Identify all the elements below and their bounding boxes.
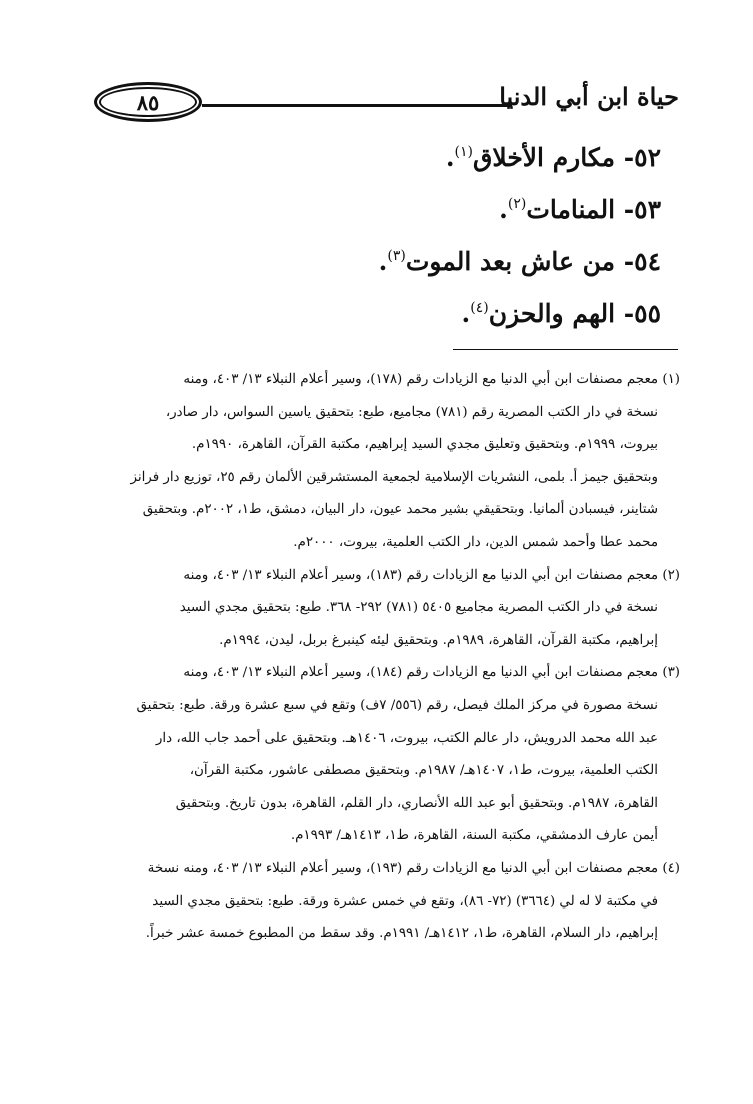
book-item-55 [261, 282, 661, 334]
footnote-2 [70, 560, 680, 658]
footnote-line: (١) معجم مصنفات ابن أبي الدنيا مع الزيادات رقم (١٧٨)، وسير أعلام النبلاء ١٣/ ٤٠٣، ومنه [183, 372, 680, 387]
footnote-line: نسخة في دار الكتب المصرية مجاميع ٥٤٠٥ (٧٨١) ٢٩٢- ٣٦٨. طبع: بتحقيق مجدي السيد [179, 600, 658, 616]
footnote-ref[interactable]: (٤) [470, 300, 489, 316]
footnote-line: نسخة في دار الكتب المصرية رقم (٧٨١) مجاميع، طبع: بتحقيق ياسين السواس، دار صادر، [165, 404, 658, 420]
footnote-line: (٢) معجم مصنفات ابن أبي الدنيا مع الزيادات رقم (١٨٣)، وسير أعلام النبلاء ١٣/ ٤٠٣، ومنه [183, 567, 680, 583]
book-item-52 [261, 126, 661, 178]
page-number-text: ٨٥ [136, 89, 160, 115]
footnote-line: (٤) معجم مصنفات ابن أبي الدنيا مع الزيادات رقم (١٩٣)، وسير أعلام النبلاء ١٣/ ٤٠٣، ومنه نسخة [147, 860, 680, 876]
footnote-line: أيمن عارف الدمشقي، مكتبة السنة، القاهرة، ط١، ١٤١٣هـ/ ١٩٩٣م. [290, 828, 658, 844]
footnote-line: (٣) معجم مصنفات ابن أبي الدنيا مع الزيادات رقم (١٨٤)، وسير أعلام النبلاء ١٣/ ٤٠٣، ومنه [183, 665, 680, 681]
footnote-separator [453, 349, 678, 350]
book-item-53 [261, 178, 661, 230]
book-end: . [445, 143, 455, 172]
footnote-line: الكتب العلمية، بيروت، ط١، ١٤٠٧هـ/ ١٩٨٧م. وبتحقيق مصطفى عاشور، مكتبة القرآن، [189, 763, 658, 779]
book-title: ٥٥- الهم والحزن [488, 299, 661, 328]
book-end: . [499, 195, 508, 224]
footnote-1 [70, 364, 680, 560]
book-end: . [461, 299, 471, 328]
footnote-line: نسخة مصورة في مركز الملك فيصل، رقم (٥٥٦/ ٧ف) وتقع في سبع عشرة ورقة. طبع: بتحقيق [136, 697, 658, 713]
footnote-line: شتاينر، فيسبادن ألمانيا. وبتحقيقي بشير محمد عيون، دار البيان، دمشق، ط١، ٢٠٠٢م. وبتحقيق [142, 502, 658, 518]
footnote-3 [70, 657, 680, 853]
footnote-line: القاهرة، ١٩٨٧م. وبتحقيق أبو عبد الله الأنصاري، دار القلم، القاهرة، بدون تاريخ. وبتحقيق [175, 795, 658, 811]
header-rule [202, 104, 512, 107]
footnote-ref[interactable]: (١) [454, 144, 474, 160]
footnote-ref[interactable]: (٢) [507, 196, 527, 212]
book-title: ٥٢- مكارم الأخلاق [473, 143, 661, 172]
book-item-54 [261, 230, 661, 282]
footnote-line: في مكتبة لا له لي (٣٦٦٤) (٧٢- ٨٦)، وتقع في خمس عشرة ورقة. طبع: بتحقيق مجدي السيد [152, 893, 658, 909]
footnote-line: إبراهيم، دار السلام، القاهرة، ط١، ١٤١٢هـ/ ١٩٩١م. وقد سقط من المطبوع خمسة عشر خبراً. [145, 926, 658, 942]
footnote-line: محمد عطا وأحمد شمس الدين، دار الكتب العلمية، بيروت، ٢٠٠٠م. [293, 534, 658, 550]
footnote-4 [70, 853, 680, 951]
footnote-line: وبتحقيق جيمز أ. بلمى، النشريات الإسلامية لجمعية المستشرقين الألمان رقم ٢٥، توزيع دار فرانز [130, 469, 658, 485]
book-title: ٥٣- المنامات [526, 195, 661, 224]
book-end: . [378, 247, 388, 276]
page-number [94, 82, 202, 122]
book-title: ٥٤- من عاش بعد الموت [405, 247, 661, 276]
footnote-ref[interactable]: (٣) [387, 248, 406, 264]
footnote-line: عبد الله محمد الدرويش، دار عالم الكتب، بيروت، ١٤٠٦هـ. وبتحقيق على أحمد جاب الله، دار [155, 730, 658, 746]
footnotes [70, 364, 680, 951]
book-list [261, 126, 661, 334]
running-title: حياة ابن أبي الدنيا [499, 82, 679, 111]
footnote-line: بيروت، ١٩٩٩م. وبتحقيق وتعليق مجدي السيد إبراهيم، مكتبة القرآن، القاهرة، ١٩٩٠م. [191, 437, 658, 453]
footnote-line: إبراهيم، مكتبة القرآن، القاهرة، ١٩٨٩م. وبتحقيق ليئه كينبرغ بربل، ليدن، ١٩٩٤م. [219, 632, 658, 648]
